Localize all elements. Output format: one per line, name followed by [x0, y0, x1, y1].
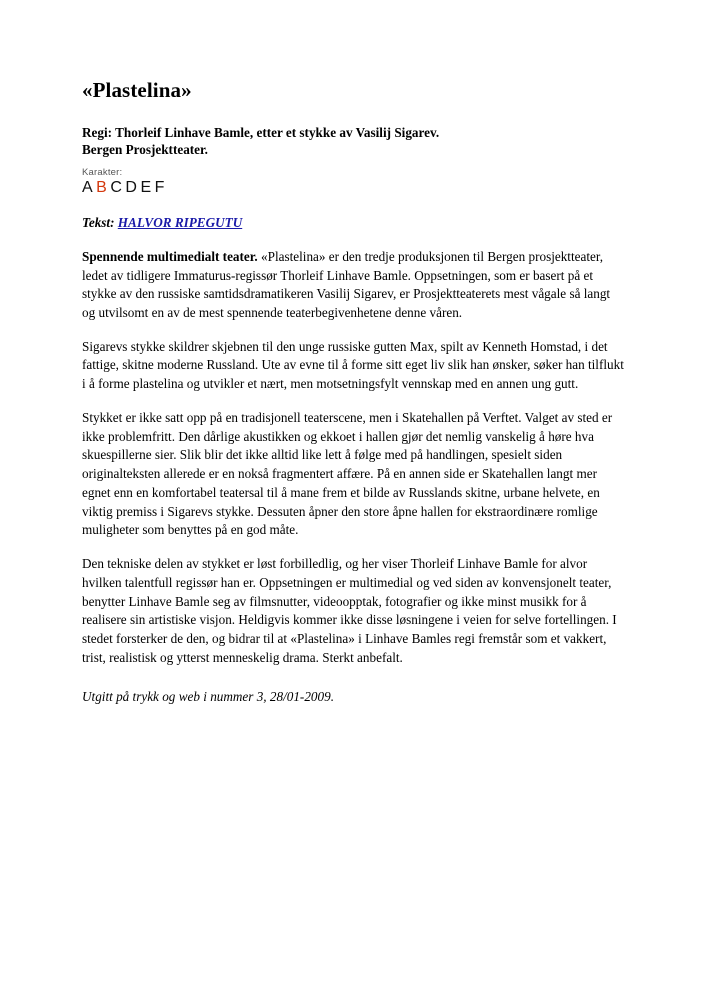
rating-block — [82, 167, 625, 197]
rating-letter-e: E — [140, 178, 155, 196]
article-credits — [82, 125, 625, 159]
rating-letter-d: D — [125, 178, 141, 196]
rating-label: Karakter: — [82, 166, 123, 178]
rating-letter-a: A — [82, 178, 97, 196]
credit-line-director: Regi: Thorleif Linhave Bamle, etter et stykke av Vasilij Sigarev. — [82, 125, 440, 140]
rating-letter-f: F — [154, 178, 168, 196]
article-content — [82, 78, 625, 707]
rating-letter-b-selected: B — [96, 178, 111, 196]
article-paragraph — [82, 409, 625, 540]
paragraph-text: «Plastelina» er den tredje produksjonen til Bergen prosjektteater, ledet av tidligere Immaturus-regissør Thorleif Linhave Bamle. Oppsetningen, som er basert på et stykke av den russiske samtidsdramatikeren Vasilij Sigarev, er Prosjektteaterets mest vågale så langt og utvilsomt en av de mest spennende teaterbegivenhetene denne våren. — [82, 248, 611, 320]
byline-author-link[interactable]: HALVOR RIPEGUTU — [117, 214, 243, 230]
rating-letter-c: C — [110, 178, 126, 196]
article-title: «Plastelina» — [82, 78, 192, 102]
credit-line-company: Bergen Prosjektteater. — [82, 141, 208, 157]
paragraph-text: Sigarevs stykke skildrer skjebnen til den unge russiske gutten Max, spilt av Kenneth Homstad, i det fattige, skitne moderne Russland. Ute av evne til å forme sitt eget liv slik han ønsker, søker han tilflukt i å forme plastelina og utvikler et nært, men motsetningsfylt vennskap med en annen ung gutt. — [82, 338, 624, 392]
rating-scale — [82, 179, 625, 197]
article-paragraph — [82, 248, 625, 323]
byline-prefix: Tekst: — [82, 214, 115, 230]
paragraph-text: Den tekniske delen av stykket er løst forbilledlig, og her viser Thorleif Linhave Bamle for alvor hvilken talentfull regissør han er. Oppsetningen er multimedial og ved siden av konvensjonelt teater, benytter Linhave Bamle seg av filmsnutter, videoopptak, fotografier og ikke minst musikk for å realisere sin artistiske visjon. Heldigvis kommer ikke disse løsningene i veien for selve fortellingen. I stedet forsterker de den, og bidrar til at «Plastelina» i Linhave Bamles regi fremstår som et vakkert, trist, realistisk og ytterst menneskelig drama. Sterkt anbefalt. — [82, 556, 617, 665]
article-paragraph — [82, 338, 625, 394]
byline — [82, 215, 625, 231]
paragraph-lead: Spennende multimedialt teater. — [82, 248, 258, 264]
paragraph-text: Stykket er ikke satt opp på en tradisjonell teaterscene, men i Skatehallen på Verftet. Valget av sted er ikke problemfritt. Den dårlige akustikken og ekkoet i hallen gjør det nemlig vanskelig å høre hva skuespillerne sier. Slik blir det ikke alltid like lett å følge med på handlingen, spesielt siden originalteksten allerede er en nokså fragmentert affære. På en annen side er Skatehallen langt mer egnet enn en komfortabel teatersal til å mane frem et bilde av Russlands skitne, urbane helvete, en viktig premiss i Sigarevs stykke. Dessuten åpner den store åpne hallen for ekstraordinære romlige muligheter som benyttes på en god måte. — [82, 409, 613, 538]
publication-note: Utgitt på trykk og web i nummer 3, 28/01-2009. — [82, 689, 334, 705]
article-paragraph — [82, 555, 625, 667]
